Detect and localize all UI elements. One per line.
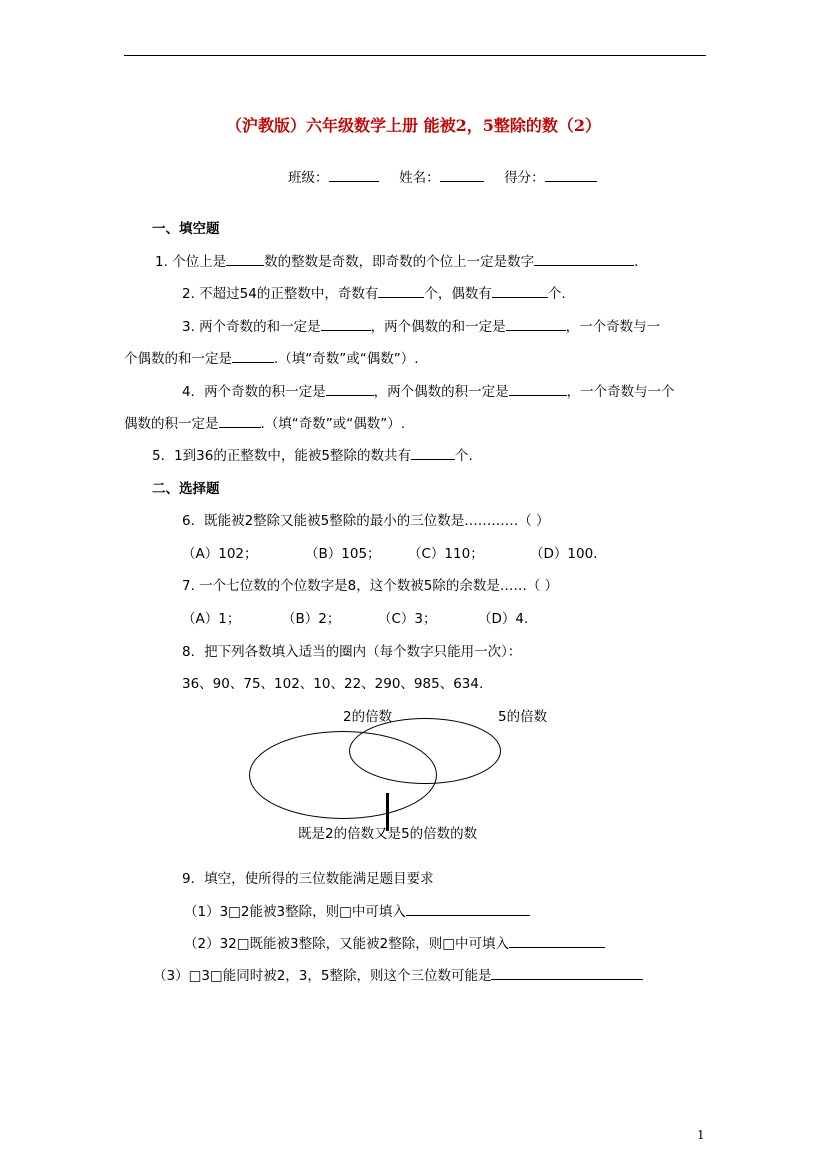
question-8: 8．把下列各数填入适当的圈内（每个数字只能用一次）： [182,644,522,660]
q2-blank-2[interactable] [492,285,548,298]
q9-1-text: （1）3□2能被3整除，则□中可填入 [184,904,406,920]
q6-option-a: （A）102； [182,546,258,562]
q4-text-e: .（填“奇数”或“偶数”）. [260,416,406,432]
q4-blank-2[interactable] [509,383,567,396]
q9-3-text: （3）□3□能同时被2，3，5整除，则这个三位数可能是 [153,968,492,984]
q3-blank-3[interactable] [232,350,274,363]
venn-left-label: 2的倍数 [343,709,393,725]
q6-option-b: （B）105； [305,546,381,562]
q4-text-c: ，一个奇数与一个 [566,384,675,400]
question-4-line-2 [124,412,405,432]
q7-option-d: （D）4. [478,611,529,627]
question-6: 6．既能被2整除又能被5整除的最小的三位数是…………（ ） [182,513,550,529]
header-rule [124,55,706,56]
section-heading-choice: 二、选择题 [152,481,220,497]
q1-text-a: 1. 个位上是 [155,254,227,270]
page-number: 1 [697,1128,705,1142]
q7-option-b: （B）2； [282,611,341,627]
q6-option-d: （D）100. [530,546,598,562]
class-blank[interactable] [329,169,379,182]
q3-text-d: 个偶数的和一定是 [124,351,232,367]
venn-right-circle [349,718,501,784]
q3-text-a: 3. 两个奇数的和一定是 [182,319,321,335]
question-9-2 [184,932,605,952]
question-9-1 [184,900,530,920]
question-9-3 [153,964,643,984]
q9-1-blank[interactable] [406,903,530,916]
q3-text-c: ，一个奇数与一 [565,319,661,335]
page-title: （沪教版）六年级数学上册 能被2，5整除的数（2） [226,116,601,135]
q2-text-a: 2. 不超过54的正整数中，奇数有 [182,286,379,302]
q2-text-b: 个，偶数有 [424,286,492,302]
question-4-line-1 [182,380,675,400]
q4-text-a: 4．两个奇数的积一定是 [182,384,326,400]
question-1 [155,250,638,270]
venn-right-label: 5的倍数 [498,709,548,725]
q6-option-c: （C）110； [408,546,484,562]
question-5 [152,444,473,464]
question-9: 9．填空，使所得的三位数能满足题目要求 [182,871,434,887]
name-blank[interactable] [440,169,484,182]
q5-text-b: 个. [454,448,473,464]
q9-3-blank[interactable] [491,967,643,980]
q7-option-a: （A）1； [182,611,241,627]
q3-blank-2[interactable] [506,318,566,331]
q3-blank-1[interactable] [321,318,371,331]
q4-blank-3[interactable] [219,415,261,428]
q4-text-b: ，两个偶数的积一定是 [373,384,509,400]
class-label: 班级： [288,170,329,186]
q3-text-b: ，两个偶数的和一定是 [370,319,506,335]
student-info [288,166,597,186]
q1-blank-2[interactable] [534,253,634,266]
q1-blank-1[interactable] [226,253,264,266]
q5-text-a: 5．1到36的正整数中，能被5整除的数共有 [152,448,411,464]
q1-text-c: . [634,254,639,270]
question-7: 7. 一个七位数的个位数字是8，这个数被5除的余数是……（ ） [182,578,559,594]
q7-option-c: （C）3； [378,611,437,627]
score-blank[interactable] [545,169,597,182]
q9-2-text: （2）32□既能被3整除，又能被2整除，则□中可填入 [184,936,509,952]
q4-text-d: 偶数的积一定是 [124,416,219,432]
q4-blank-1[interactable] [326,383,374,396]
q2-blank-1[interactable] [378,285,424,298]
q9-2-blank[interactable] [509,935,605,948]
q3-text-e: .（填“奇数”或“偶数”）. [274,351,419,367]
q1-text-b: 数的整数是奇数，即奇数的个位上一定是数字 [264,254,535,270]
venn-bottom-label: 既是2的倍数又是5的倍数的数 [298,826,478,842]
question-2 [182,282,566,302]
q2-text-c: 个. [547,286,566,302]
question-3-line-2 [124,347,419,367]
name-label: 姓名： [399,170,440,186]
q8-numbers: 36、90、75、102、10、22、290、985、634. [182,676,484,692]
question-3-line-1 [182,315,660,335]
score-label: 得分： [504,170,545,186]
section-heading-fill: 一、填空题 [152,221,220,237]
q5-blank[interactable] [411,447,455,460]
